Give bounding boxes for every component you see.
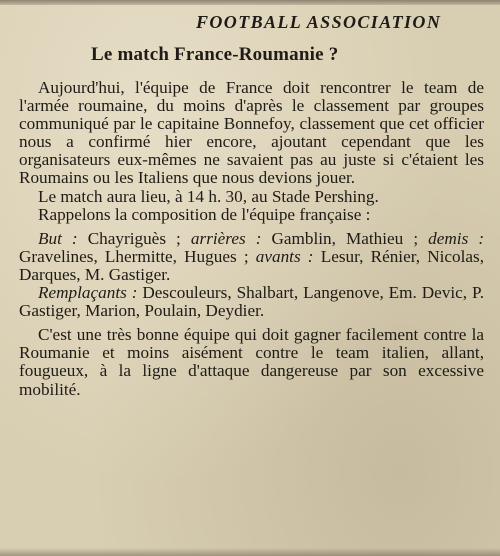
- article-headline: Le match France-Roumanie ?: [91, 44, 339, 65]
- section-header: FOOTBALL ASSOCIATION: [196, 12, 442, 32]
- paragraph-intro: Aujourd'hui, l'équipe de France doit rencontrer le team de l'armée roumaine, du moins d'après le classement par groupes communiqué par le capitaine Bonnefoy, classement que cet officier nous a confirmé hier encore, ajoutant cependant que les organisateurs eux-mêmes ne savaient pas au juste si c'étaient les Roumains ou les Italiens que nous devions jouer.: [19, 78, 484, 188]
- remplacants-names: Descouleurs, Shalbart, Langenove, Em. Devic, P. Gastiger, Marion, Poulain, Deydier.: [19, 283, 484, 321]
- arrieres-names: Gamblin, Mathieu ;: [271, 228, 419, 248]
- but-label: But :: [38, 228, 78, 248]
- bottom-edge: [0, 548, 500, 556]
- paragraph-venue: Le match aura lieu, à 14 h. 30, au Stade Pershing.: [38, 186, 379, 206]
- but-names: Chayriguès ;: [87, 228, 181, 248]
- article-body: [19, 79, 484, 399]
- demis-names: Gravelines, Lhermitte, Hugues ;: [19, 246, 249, 266]
- paragraph-closing: C'est une très bonne équipe qui doit gagner facilement contre la Roumanie et moins aisément contre le team italien, allant, fougueux, à la ligne d'attaque dangereuse par son excessive mobilité.: [19, 325, 484, 399]
- lineup-paragraph: [19, 230, 484, 284]
- avants-label: avants :: [255, 246, 314, 266]
- remplacants-label: Remplaçants :: [38, 283, 138, 303]
- arrieres-label: arrières :: [190, 228, 262, 248]
- top-rule: [0, 0, 500, 5]
- paragraph-composition: Rappelons la composition de l'équipe française :: [38, 204, 371, 224]
- demis-label: demis :: [428, 228, 485, 248]
- avants-names: Lesur, Rénier, Nicolas, Darques, M. Gastiger.: [19, 246, 484, 284]
- substitutes-paragraph: [19, 284, 484, 320]
